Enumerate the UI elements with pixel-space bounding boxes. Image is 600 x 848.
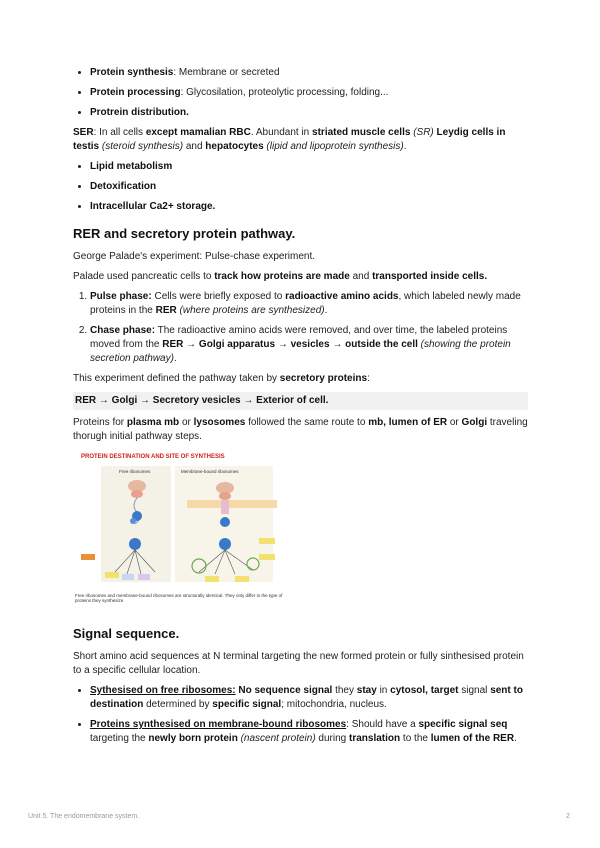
bold-text: No sequence signal [235, 685, 333, 696]
figure-diagram [75, 454, 285, 594]
bold-text: Pulse phase: [90, 291, 152, 302]
bold-text: lumen of the RER [430, 733, 515, 744]
text: to the [400, 733, 431, 744]
text: : Should have a [346, 719, 419, 730]
text: : [367, 373, 370, 384]
destination-box-icon [122, 574, 134, 580]
text: targeting the [90, 733, 149, 744]
text: Proteins for [73, 417, 127, 428]
pathway-intro [73, 372, 528, 386]
list-item [90, 160, 528, 174]
bold-text: striated muscle cells [312, 127, 411, 138]
text: they [332, 685, 357, 696]
list-item [90, 718, 528, 746]
er-membrane-icon [187, 500, 277, 508]
text: and [183, 141, 206, 152]
protein-fold-icon [130, 518, 136, 524]
protein-golgi-icon [219, 538, 231, 550]
bold-text: RER [155, 305, 177, 316]
text: followed the same route to [245, 417, 369, 428]
italic-text: (nascent protein) [237, 733, 316, 744]
text: traveling thorugh initial pathway steps. [73, 417, 528, 442]
page-number: 2 [566, 813, 570, 820]
bold-text: cytosol, target [390, 685, 459, 696]
bold-text: Protein processing [90, 87, 181, 98]
cytosol-tag-icon [81, 554, 95, 560]
bold-text: newly born protein [148, 733, 238, 744]
palade-paragraph [73, 270, 528, 284]
bold-text: plasma mb [126, 417, 180, 428]
membrane-proteins-paragraph [73, 416, 528, 444]
text: ; mitochondria, nucleus. [281, 699, 387, 710]
text: . Abundant in [250, 127, 313, 138]
bold-text: stay [356, 685, 377, 696]
ser-paragraph [73, 126, 528, 154]
bold-text: radioactive amino acids [285, 291, 399, 302]
bold-text: specific signal [212, 699, 282, 710]
ser-bullets [73, 160, 528, 214]
italic-text: (where proteins are synthesized) [176, 305, 325, 316]
rer-heading: RER and secretory protein pathway. [73, 226, 296, 241]
text: . [514, 733, 517, 744]
bold-text: Detoxification [90, 181, 157, 192]
protein-destination-figure [75, 454, 285, 604]
bold-text: track how proteins are made [214, 271, 350, 282]
figure-caption: Free ribosomes and membrane-bound ribosomes are structurally identical. They only differ in the type of proteins they synthesize. [75, 593, 283, 603]
text: The radioactive amino acids were removed, and over time, the labeled proteins moved from the [90, 325, 508, 350]
italic-text: (steroid synthesis) [99, 141, 184, 152]
bold-text: SER [73, 127, 94, 138]
bold-text: mb, lumen of ER [368, 417, 448, 428]
list-item [90, 106, 528, 120]
list-item [90, 200, 528, 214]
destination-box-icon [235, 576, 249, 582]
list-item [90, 290, 528, 318]
text: determined by [143, 699, 213, 710]
text: This experiment defined the pathway taken by [73, 373, 280, 384]
text: in [376, 685, 391, 696]
destination-box-icon [259, 554, 275, 560]
italic-text: (showing the protein secretion pathway) [90, 339, 511, 364]
bold-text: RER → Golgi apparatus → vesicles → outside the cell [162, 339, 418, 350]
text: during [315, 733, 350, 744]
bold-text: except mamalian RBC [145, 127, 251, 138]
text: : Glycosilation, proteolytic processing, folding... [180, 87, 389, 98]
bold-text: lysosomes [193, 417, 246, 428]
destination-box-icon [105, 572, 119, 578]
text: or [179, 417, 194, 428]
bold-text: Chase phase: [90, 325, 156, 336]
signal-heading: Signal sequence. [73, 626, 180, 641]
pulse-chase-list [73, 290, 528, 366]
palade-intro: George Palade's experiment: Pulse-chase experiment. [73, 251, 316, 262]
destination-box-icon [205, 576, 219, 582]
bound-label: Membrane-bound ribosomes [181, 469, 239, 474]
protein-er-icon [220, 517, 230, 527]
list-item [90, 86, 528, 100]
pathway-highlight: RER → Golgi → Secretory vesicles → Exterior of cell. [73, 392, 528, 410]
list-item [90, 180, 528, 194]
signal-definition: Short amino acid sequences at N terminal targeting the new formed protein or fully sinthesised protein to a specific cellular location. [73, 651, 524, 676]
protein-cytosol-icon [129, 538, 141, 550]
text: , which labeled newly made proteins in the [90, 291, 521, 316]
bold-text: sent to destination [90, 685, 523, 710]
text: . [173, 353, 177, 364]
text: Palade used pancreatic cells to [73, 271, 215, 282]
free-label: Free ribosomes [119, 469, 151, 474]
bold-text: transported inside cells. [372, 271, 488, 282]
italic-text: (SR) [410, 127, 437, 138]
bold-text: secretory proteins [279, 373, 368, 384]
bold-text: Protein synthesis [90, 67, 174, 78]
text: . [403, 141, 407, 152]
destination-box-icon [259, 538, 275, 544]
bold-text: hepatocytes [205, 141, 264, 152]
text: : Membrane or secreted [173, 67, 280, 78]
text: and [349, 271, 373, 282]
text: . [324, 305, 328, 316]
text: : In all cells [93, 127, 146, 138]
footer-unit-title: Unit 5. The endomembrane system. [28, 813, 140, 820]
bold-text: Leydig cells in testis [73, 127, 506, 152]
bold-text: Intracellular Ca2+ storage. [90, 201, 216, 212]
text: or [447, 417, 462, 428]
bold-text: Protrein distribution. [90, 107, 189, 118]
translocon-icon [221, 500, 229, 514]
figure-title: PROTEIN DESTINATION AND SITE OF SYNTHESIS [81, 454, 225, 460]
list-item [90, 324, 528, 366]
text: Cells were briefly exposed to [151, 291, 286, 302]
underlined-text: Proteins synthesised on membrane-bound ribosomes [90, 719, 347, 730]
bold-text: Lipid metabolism [90, 161, 173, 172]
bold-text: translation [349, 733, 401, 744]
page-content [73, 66, 528, 752]
text: signal [458, 685, 491, 696]
destination-box-icon [138, 574, 150, 580]
list-item [90, 684, 528, 712]
bold-text: Golgi [461, 417, 488, 428]
protein-bullets [73, 66, 528, 120]
underlined-text: Sythesised on free ribosomes: [90, 685, 236, 696]
bold-text: specific signal seq [418, 719, 508, 730]
signal-bullets [73, 684, 528, 746]
list-item [90, 66, 528, 80]
italic-text: (lipid and lipoprotein synthesis) [263, 141, 404, 152]
